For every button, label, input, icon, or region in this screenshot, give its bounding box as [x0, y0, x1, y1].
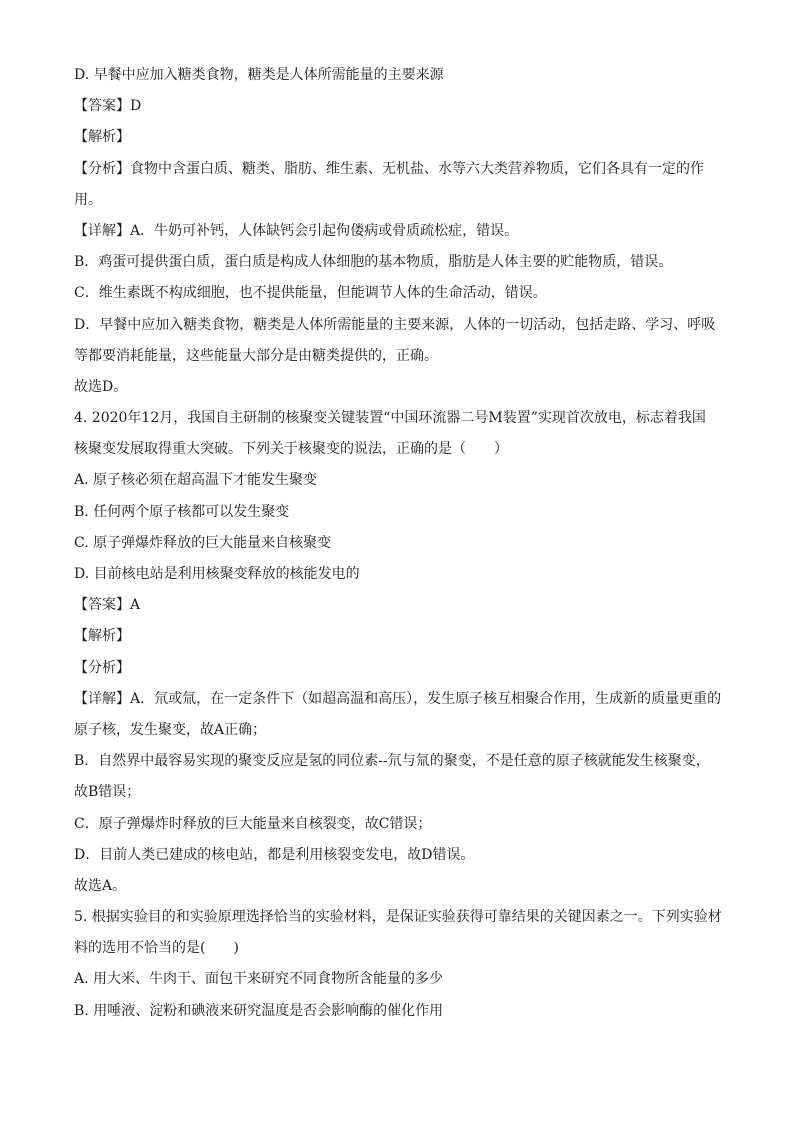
q4-detail-b-1: B．自然界中最容易实现的聚变反应是氢的同位素--氘与氚的聚变，不是任意的原子核就能发生核聚变， — [74, 753, 710, 770]
q4-detail-d: D．目前人类已建成的核电站，都是利用核裂变发电，故D错误。 — [74, 846, 475, 863]
q3-detail-d-1: D．早餐中应加入糖类食物，糖类是人体所需能量的主要来源，人体的一切活动，包括走路、学习、呼吸 — [74, 316, 716, 333]
q3-detail-a: 【详解】A．牛奶可补钙，人体缺钙会引起佝偻病或骨质疏松症，错误。 — [74, 222, 519, 239]
q5-option-a: A. 用大米、牛肉干、面包干来研究不同食物所含能量的多少 — [74, 971, 444, 988]
q3-conclusion: 故选D。 — [74, 378, 128, 395]
q4-option-c: C. 原子弹爆炸释放的巨大能量来自核聚变 — [74, 534, 332, 551]
q3-detail-b: B．鸡蛋可提供蛋白质，蛋白质是构成人体细胞的基本物质，脂肪是人体主要的贮能物质，错误。 — [74, 254, 673, 271]
q4-conclusion: 故选A。 — [74, 877, 127, 894]
document-page — [74, 60, 724, 1027]
q3-option-d: D. 早餐中应加入糖类食物，糖类是人体所需能量的主要来源 — [74, 67, 444, 83]
q5-stem-1: 5. 根据实验目的和实验原理选择恰当的实验材料，是保证实验获得可靠结果的关键因素之一。下列实验材 — [74, 909, 722, 926]
q4-detail-a-2: 原子核，发生聚变，故A正确； — [74, 721, 267, 738]
q3-detail-d-2: 等都要消耗能量，这些能量大部分是由糖类提供的，正确。 — [74, 347, 438, 364]
q4-analysis-fenxi: 【分析】 — [74, 659, 130, 676]
q4-option-d: D. 目前核电站是利用核聚变释放的核能发电的 — [74, 566, 360, 582]
q3-detail-c: C．维生素既不构成细胞，也不提供能量，但能调节人体的生命活动，错误。 — [74, 285, 547, 302]
q4-analysis-heading: 【解析】 — [74, 628, 130, 645]
q4-detail-b-2: 故B错误； — [74, 784, 141, 801]
q4-detail-c: C．原子弹爆炸时释放的巨大能量来自核裂变，故C错误； — [74, 815, 432, 832]
q3-analysis-heading: 【解析】 — [74, 129, 130, 146]
q4-stem-2: 核聚变发展取得重大突破。下列关于核聚变的说法，正确的是（ ） — [74, 441, 508, 458]
q5-option-b: B. 用唾液、淀粉和碘液来研究温度是否会影响酶的催化作用 — [74, 1002, 444, 1019]
q4-option-b: B. 任何两个原子核都可以发生聚变 — [74, 503, 290, 520]
q4-stem-1: 4. 2020年12月，我国自主研制的核聚变关键装置“中国环流器二号M装置”实现首次放电，标志着我国 — [74, 410, 706, 427]
q4-detail-a-1: 【详解】A．氘或氚，在一定条件下（如超高温和高压），发生原子核互相聚合作用，生成新的质量更重的 — [74, 690, 722, 707]
q3-answer: 【答案】D — [74, 98, 142, 115]
q4-option-a: A. 原子核必须在超高温下才能发生聚变 — [74, 472, 318, 489]
q3-analysis-text-1: 【分析】食物中含蛋白质、糖类、脂肪、维生素、无机盐、水等六大类营养物质，它们各具有一定的作 — [74, 160, 704, 177]
q5-stem-2: 料的选用不恰当的是( ) — [74, 940, 239, 957]
q3-analysis-text-2: 用。 — [74, 191, 102, 208]
q4-answer: 【答案】A — [74, 597, 141, 614]
